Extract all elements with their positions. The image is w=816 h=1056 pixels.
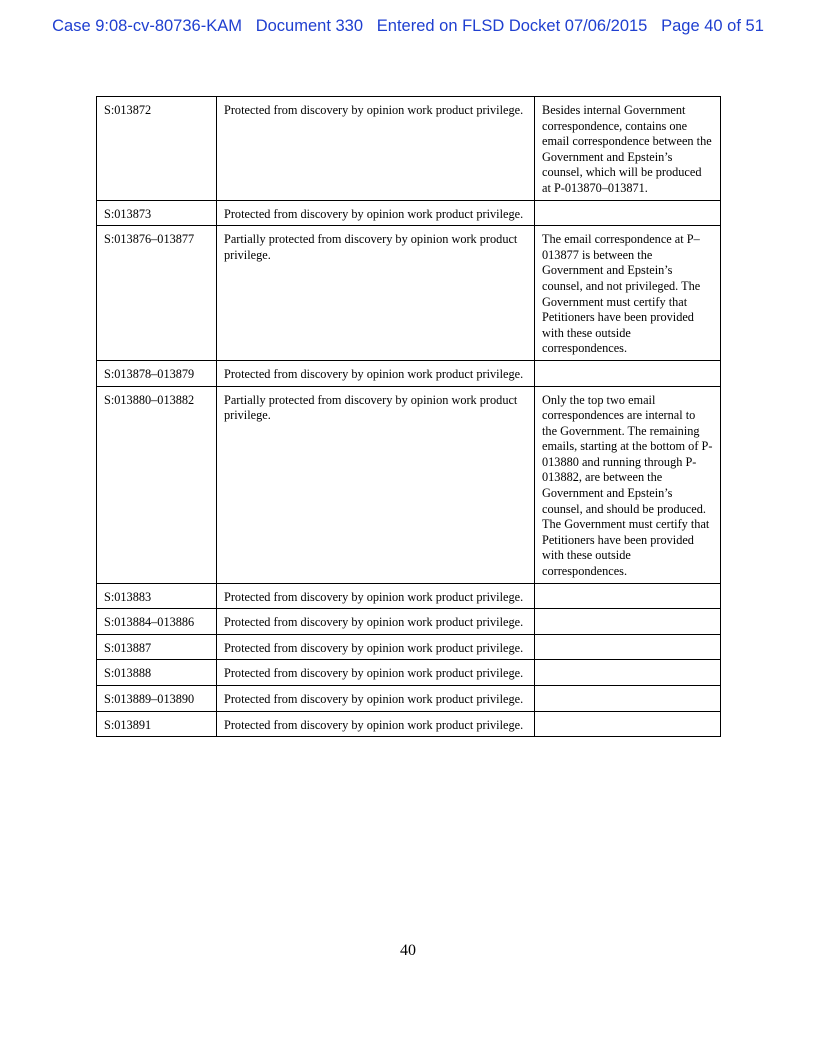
ruling-cell: Partially protected from discovery by opinion work product privilege. bbox=[217, 386, 535, 583]
bates-range-cell: S:013887 bbox=[97, 634, 217, 660]
table-row bbox=[97, 97, 721, 201]
ruling-cell: Protected from discovery by opinion work product privilege. bbox=[217, 360, 535, 386]
note-cell bbox=[535, 686, 721, 712]
bates-range-cell: S:013883 bbox=[97, 583, 217, 609]
ruling-cell: Protected from discovery by opinion work product privilege. bbox=[217, 660, 535, 686]
note-cell bbox=[535, 711, 721, 737]
note-cell: The email correspondence at P–013877 is between the Government and Epstein’s counsel, and not privileged. The Government must certify that Petitioners have been provided with these outside correspondences. bbox=[535, 226, 721, 361]
bates-range-cell: S:013888 bbox=[97, 660, 217, 686]
table-row bbox=[97, 386, 721, 583]
ruling-cell: Protected from discovery by opinion work product privilege. bbox=[217, 711, 535, 737]
ruling-cell: Protected from discovery by opinion work product privilege. bbox=[217, 200, 535, 226]
note-cell: Besides internal Government correspondence, contains one email correspondence between the Government and Epstein’s counsel, which will be produced at P-013870–013871. bbox=[535, 97, 721, 201]
table-row bbox=[97, 583, 721, 609]
bates-range-cell: S:013873 bbox=[97, 200, 217, 226]
table-row bbox=[97, 609, 721, 635]
ruling-cell: Protected from discovery by opinion work product privilege. bbox=[217, 609, 535, 635]
ruling-cell: Protected from discovery by opinion work product privilege. bbox=[217, 686, 535, 712]
table-row bbox=[97, 686, 721, 712]
ruling-cell: Protected from discovery by opinion work product privilege. bbox=[217, 634, 535, 660]
note-cell bbox=[535, 609, 721, 635]
note-cell bbox=[535, 200, 721, 226]
bates-range-cell: S:013891 bbox=[97, 711, 217, 737]
ruling-cell: Protected from discovery by opinion work product privilege. bbox=[217, 97, 535, 201]
table-row bbox=[97, 660, 721, 686]
table-row bbox=[97, 711, 721, 737]
table-row bbox=[97, 634, 721, 660]
bates-range-cell: S:013884–013886 bbox=[97, 609, 217, 635]
note-cell bbox=[535, 360, 721, 386]
docket-header: Case 9:08-cv-80736-KAM Document 330 Entered on FLSD Docket 07/06/2015 Page 40 of 51 bbox=[52, 17, 764, 35]
bates-range-cell: S:013878–013879 bbox=[97, 360, 217, 386]
note-cell bbox=[535, 583, 721, 609]
note-cell bbox=[535, 660, 721, 686]
table-row bbox=[97, 360, 721, 386]
note-cell bbox=[535, 634, 721, 660]
bates-range-cell: S:013872 bbox=[97, 97, 217, 201]
page-number: 40 bbox=[400, 942, 416, 959]
note-cell: Only the top two email correspondences are internal to the Government. The remaining emails, starting at the bottom of P-013880 and running through P-013882, are between the Government and Epstein’s counsel, and should be produced. The Government must certify that Petitioners have been provided with these outside correspondences. bbox=[535, 386, 721, 583]
ruling-cell: Partially protected from discovery by opinion work product privilege. bbox=[217, 226, 535, 361]
ruling-cell: Protected from discovery by opinion work product privilege. bbox=[217, 583, 535, 609]
table-row bbox=[97, 200, 721, 226]
privilege-log-table bbox=[96, 96, 721, 737]
table-row bbox=[97, 226, 721, 361]
bates-range-cell: S:013880–013882 bbox=[97, 386, 217, 583]
bates-range-cell: S:013889–013890 bbox=[97, 686, 217, 712]
bates-range-cell: S:013876–013877 bbox=[97, 226, 217, 361]
